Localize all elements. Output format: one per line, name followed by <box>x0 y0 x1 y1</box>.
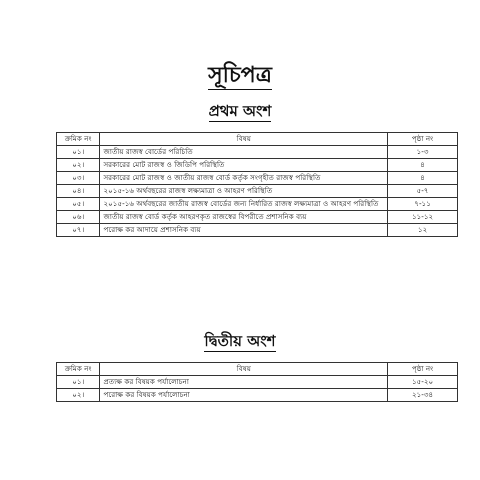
table-row <box>57 159 458 172</box>
header-serial: ক্রমিক নং <box>57 133 100 146</box>
page-title-text: সূচিপত্র <box>208 63 272 88</box>
row-topic: জাতীয় রাজস্ব বোর্ডের পরিচিতি <box>100 146 388 159</box>
row-page: ৪ <box>388 172 458 185</box>
table-row <box>57 224 458 237</box>
table-row <box>57 172 458 185</box>
header-page: পৃষ্ঠা নং <box>388 133 458 146</box>
row-page: ১২ <box>388 224 458 237</box>
table-row <box>57 389 458 402</box>
header-topic: বিষয় <box>100 363 388 376</box>
header-topic: বিষয় <box>100 133 388 146</box>
row-serial: ০২। <box>57 389 100 402</box>
row-serial: ০১। <box>57 376 100 389</box>
row-serial: ০২। <box>57 159 100 172</box>
part-one-title-text: প্রথম অংশ <box>208 102 272 120</box>
header-serial: ক্রমিক নং <box>57 363 100 376</box>
row-page: ১১-১২ <box>388 211 458 224</box>
part-two-title <box>0 330 480 355</box>
row-page: ৫-৭ <box>388 185 458 198</box>
part-one-title <box>0 100 480 125</box>
table-row <box>57 185 458 198</box>
part-one-table <box>56 132 458 237</box>
row-serial: ০৪। <box>57 185 100 198</box>
row-topic: সরকারের মোট রাজস্ব ও জিডিপি পরিস্থিতি <box>100 159 388 172</box>
table-header-row <box>57 363 458 376</box>
row-topic: পরোক্ষ কর আদায়ে প্রশাসনিক ব্যয় <box>100 224 388 237</box>
table-header-row <box>57 133 458 146</box>
row-page: ১৫-২০ <box>388 376 458 389</box>
part-two-title-text: দ্বিতীয় অংশ <box>204 332 276 350</box>
row-topic: সরকারের মোট রাজস্ব ও জাতীয় রাজস্ব বোর্ড কর্তৃক সংগৃহীত রাজস্ব পরিস্থিতি <box>100 172 388 185</box>
row-serial: ০৭। <box>57 224 100 237</box>
row-topic: ২০১৫-১৬ অর্থবছরের জাতীয় রাজস্ব বোর্ডের জন্য নির্ধারিত রাজস্ব লক্ষ্যমাত্রা ও আহরণ পরিস্থিতি <box>100 198 388 211</box>
row-page: ৭-১১ <box>388 198 458 211</box>
row-page: ১-৩ <box>388 146 458 159</box>
table-row <box>57 146 458 159</box>
page-title <box>0 58 480 95</box>
row-topic: ২০১৫-১৬ অর্থবছরের রাজস্ব লক্ষ্যমাত্রা ও আহরণ পরিস্থিতি <box>100 185 388 198</box>
table-row <box>57 376 458 389</box>
row-page: ৪ <box>388 159 458 172</box>
table-row <box>57 198 458 211</box>
row-topic: জাতীয় রাজস্ব বোর্ড কর্তৃক আহরণকৃত রাজস্বের বিপরীতে প্রশাসনিক ব্যয় <box>100 211 388 224</box>
row-serial: ০১। <box>57 146 100 159</box>
row-serial: ০৩। <box>57 172 100 185</box>
row-serial: ০৫। <box>57 198 100 211</box>
row-topic: প্রত্যক্ষ কর বিষয়ক পর্যালোচনা <box>100 376 388 389</box>
part-two-table <box>56 362 458 402</box>
table-row <box>57 211 458 224</box>
header-page: পৃষ্ঠা নং <box>388 363 458 376</box>
row-serial: ০৬। <box>57 211 100 224</box>
row-page: ২১-৩৪ <box>388 389 458 402</box>
row-topic: পরোক্ষ কর বিষয়ক পর্যালোচনা <box>100 389 388 402</box>
